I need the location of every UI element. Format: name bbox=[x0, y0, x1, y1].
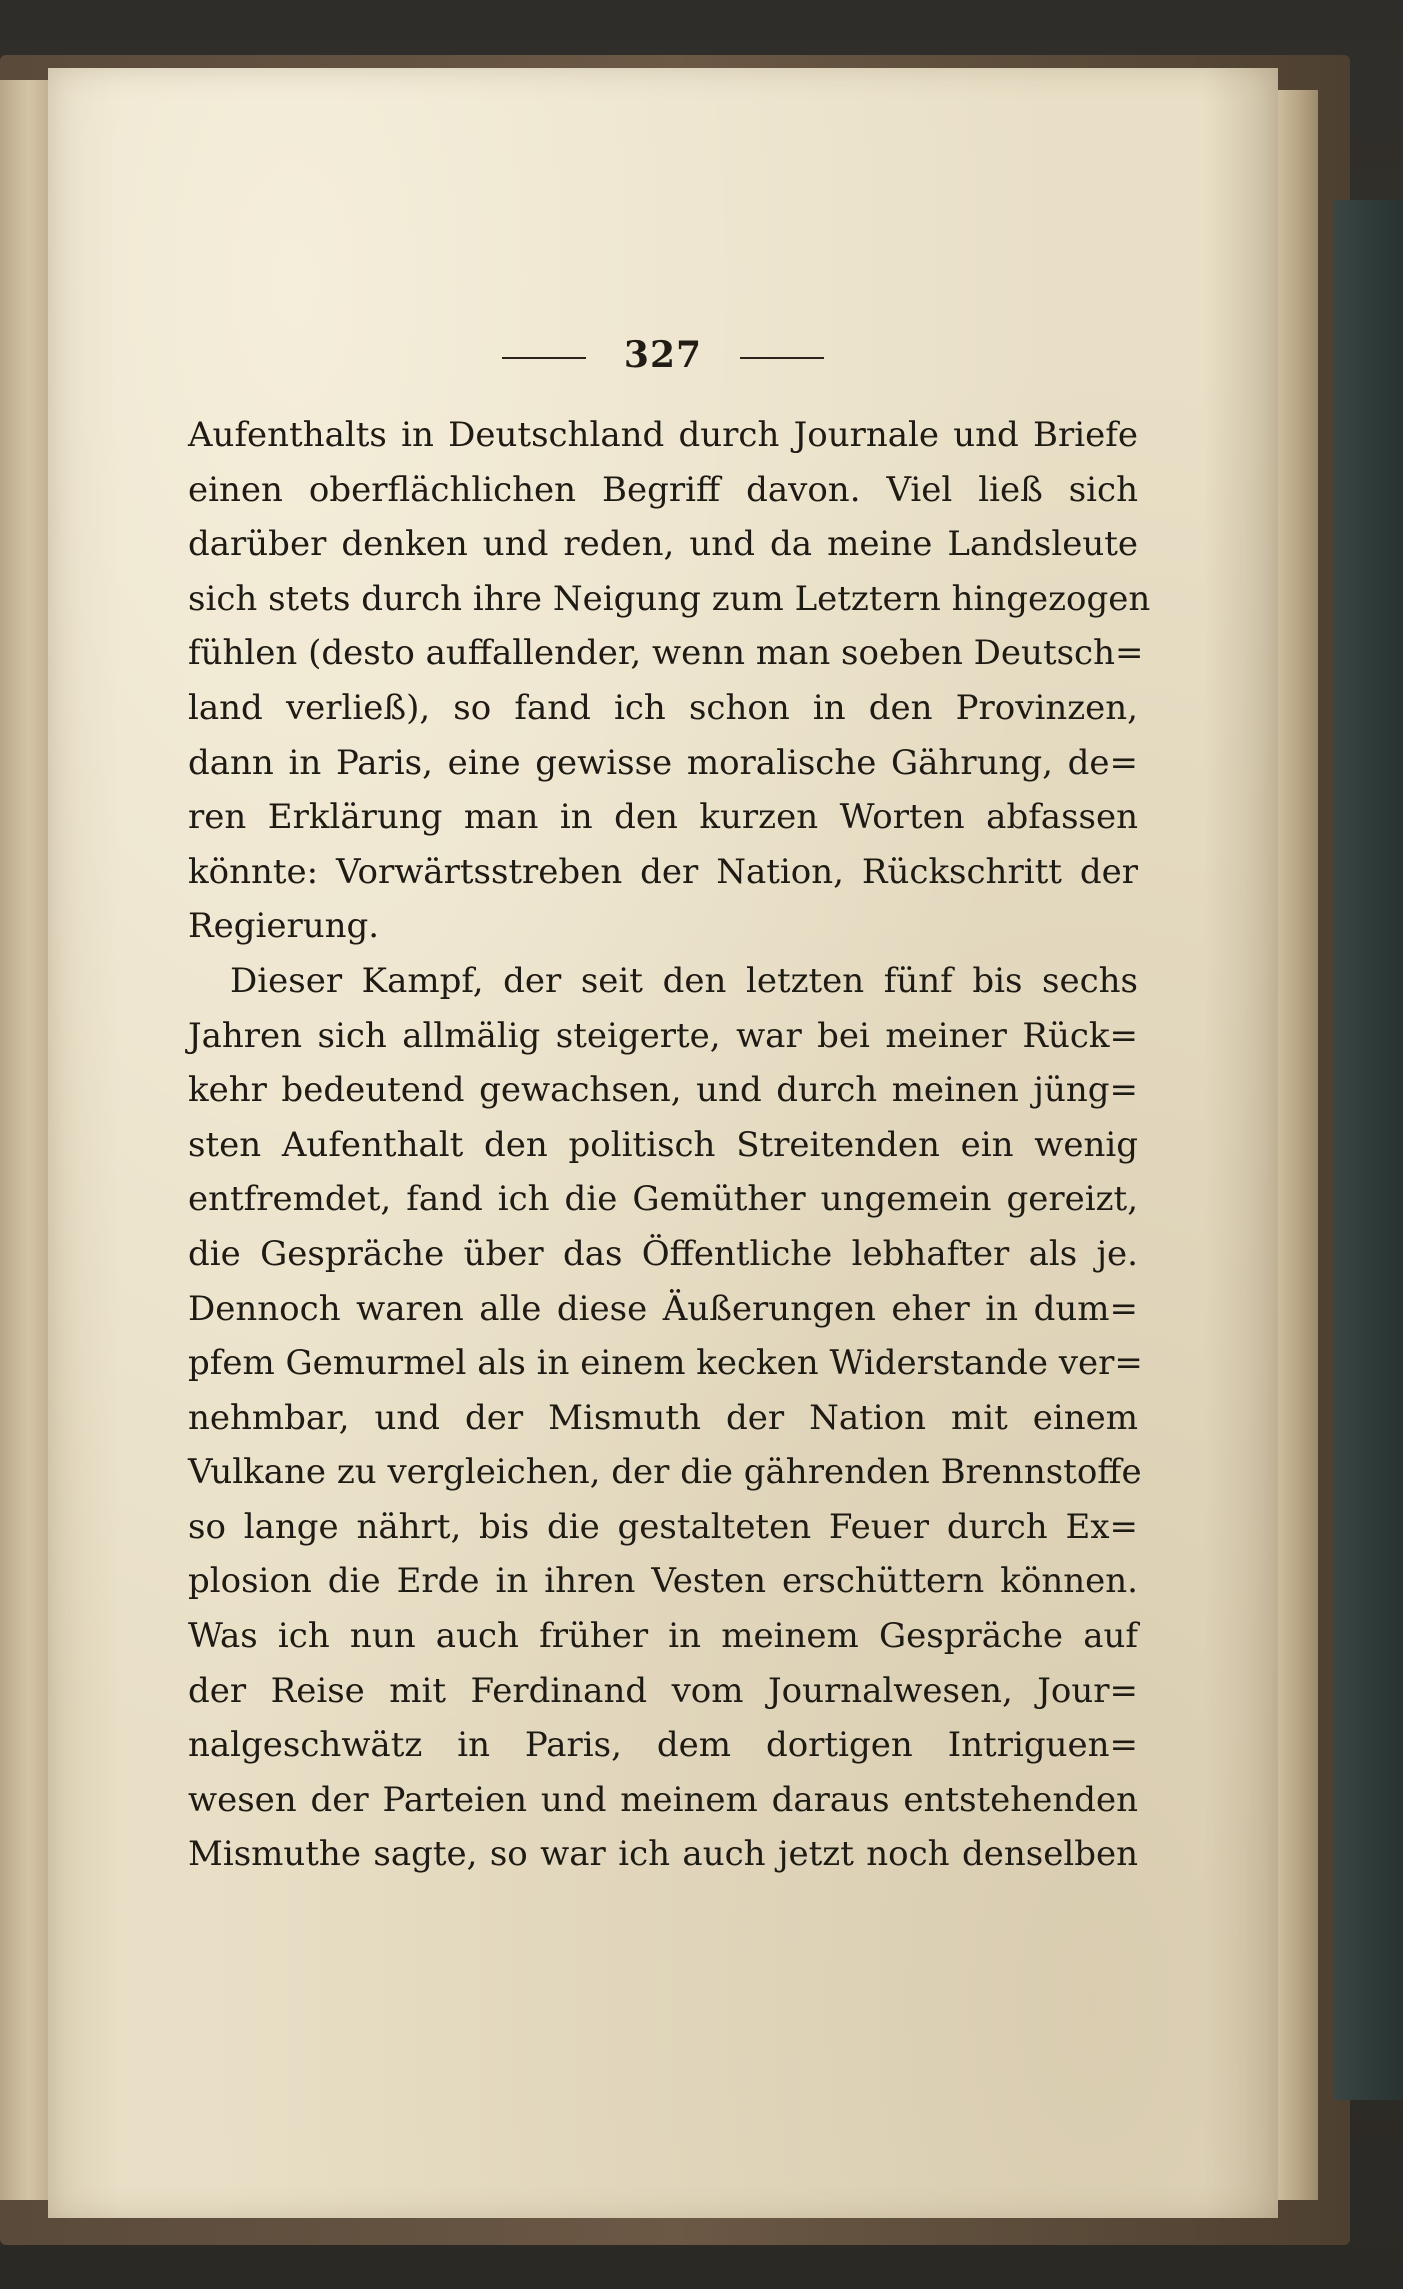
text-line: Was ich nun auch früher in meinem Gespräche auf bbox=[188, 1616, 1138, 1657]
right-page-edge bbox=[1278, 90, 1318, 2200]
text-line: pfem Gemurmel als in einem kecken Widerstande ver= bbox=[188, 1343, 1143, 1384]
left-page-stack bbox=[0, 80, 48, 2200]
text-line: kehr bedeutend gewachsen, und durch meinen jüng= bbox=[188, 1070, 1138, 1111]
header-rule-left bbox=[502, 357, 586, 359]
text-line: entfremdet, fand ich die Gemüther ungemein gereizt, bbox=[188, 1179, 1138, 1220]
text-line: wesen der Parteien und meinem daraus entstehenden bbox=[188, 1779, 1138, 1820]
body-text bbox=[188, 408, 1151, 1882]
text-line: einen oberflächlichen Begriff davon. Viel ließ sich bbox=[188, 469, 1138, 510]
text-line: Jahren sich allmälig steigerte, war bei meiner Rück= bbox=[188, 1015, 1138, 1056]
text-line: darüber denken und reden, und da meine Landsleute bbox=[188, 524, 1138, 565]
text-line: Dennoch waren alle diese Äußerungen eher in dum= bbox=[188, 1288, 1138, 1329]
text-line: plosion die Erde in ihren Vesten erschüttern können. bbox=[188, 1561, 1138, 1602]
text-line: fühlen (desto auffallender, wenn man soeben Deutsch= bbox=[188, 633, 1144, 674]
page-header bbox=[48, 330, 1278, 380]
paragraph-1 bbox=[188, 408, 1151, 954]
text-line: Aufenthalts in Deutschland durch Journale und Briefe bbox=[188, 415, 1138, 455]
text-line: Dieser Kampf, der seit den letzten fünf bis sechs bbox=[230, 960, 1138, 1001]
text-line: Regierung. bbox=[188, 906, 380, 947]
book-cover-spine-edge bbox=[1333, 200, 1403, 2100]
text-line: Vulkane zu vergleichen, der die gährenden Brennstoffe bbox=[188, 1452, 1142, 1493]
text-line: nehmbar, und der Mismuth der Nation mit einem bbox=[188, 1397, 1138, 1438]
text-line: nalgeschwätz in Paris, dem dortigen Intriguen= bbox=[188, 1725, 1138, 1766]
header-rule-right bbox=[740, 357, 824, 359]
text-line: die Gespräche über das Öffentliche lebhafter als je. bbox=[188, 1233, 1138, 1274]
page-number: 327 bbox=[623, 334, 703, 376]
text-line: Mismuthe sagte, so war ich auch jetzt noch denselben bbox=[188, 1834, 1138, 1875]
text-line: sten Aufenthalt den politisch Streitenden ein wenig bbox=[188, 1124, 1138, 1165]
text-line: dann in Paris, eine gewisse moralische Gährung, de= bbox=[188, 742, 1138, 783]
text-line: sich stets durch ihre Neigung zum Letztern hingezogen bbox=[188, 578, 1151, 619]
text-line: so lange nährt, bis die gestalteten Feuer durch Ex= bbox=[188, 1506, 1138, 1547]
text-line: ren Erklärung man in den kurzen Worten abfassen bbox=[188, 797, 1138, 838]
paragraph-2 bbox=[188, 954, 1143, 1882]
text-line: könnte: Vorwärtsstreben der Nation, Rückschritt der bbox=[188, 851, 1138, 892]
text-line: der Reise mit Ferdinand vom Journalwesen, Jour= bbox=[188, 1670, 1138, 1711]
text-line: land verließ), so fand ich schon in den Provinzen, bbox=[188, 687, 1138, 728]
book-page bbox=[48, 68, 1278, 2218]
